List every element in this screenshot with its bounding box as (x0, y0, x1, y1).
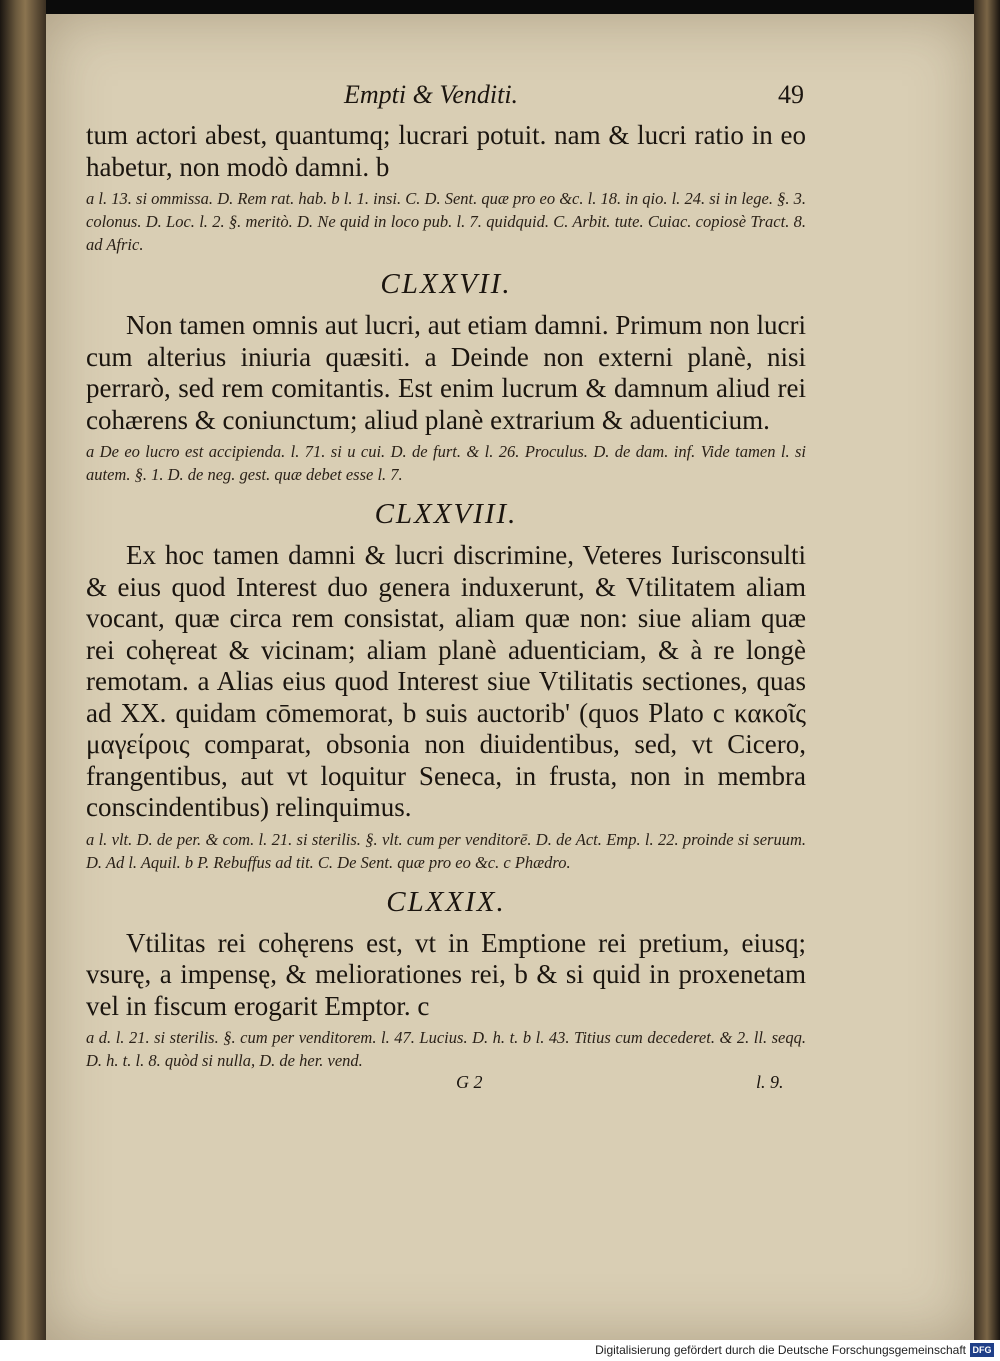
book-left-edge (0, 0, 46, 1340)
footnote-block: a l. vlt. D. de per. & com. l. 21. si sterilis. §. vlt. cum per venditorē. D. de Act. Emp. l. 22. proinde si seruum. D. Ad l. Aquil. b P. Rebuffus ad tit. C. De Sent. quæ pro eo &c. c Phædro. (86, 829, 806, 872)
digitization-footer (0, 1340, 1000, 1361)
catchword: l. 9. (756, 1072, 784, 1092)
footnote-block: a l. 13. si ommissa. D. Rem rat. hab. b l. 1. insi. C. D. Sent. quæ pro eo &c. l. 18. in qio. l. 24. si in lege. §. 3. colonus. D. Loc. l. 2. §. meritò. D. Ne quid in loco pub. l. 7. quidquid. C. Arbit. tute. Cuiac. copiosè Tract. 8. ad Afric. (86, 189, 806, 254)
signature-mark: G 2 (456, 1072, 483, 1092)
paragraph-continuation: tum actori abest, quantumq; lucrari potuit. nam & lucri ratio in eo habetur, non modò damni. b (86, 120, 806, 182)
section-heading-178: CLXXVIII. (374, 498, 518, 530)
paragraph-177: Non tamen omnis aut lucri, aut etiam damni. Primum non lucri cum alterius iniuria quæsiti. a Deinde non externi planè, nisi perrarò, sed rem comitantis. Est enim lucrum & damnum aliud rei cohærens & coniunctum; aliud planè extrarium & aduenticium. (86, 310, 806, 435)
book-page (46, 14, 974, 1340)
page-number: 49 (778, 80, 804, 109)
dfg-logo-icon: DFG (970, 1343, 994, 1357)
footnote-block: a De eo lucro est accipienda. l. 71. si u cui. D. de furt. & l. 26. Proculus. D. de dam. inf. Vide tamen l. si autem. §. 1. D. de neg. gest. quæ debet esse l. 7. (86, 442, 806, 484)
section-heading-179: CLXXIX. (386, 885, 506, 918)
signature-line (86, 1072, 806, 1100)
book-right-edge (974, 0, 1000, 1340)
running-header (86, 80, 806, 120)
section-heading-177: CLXXVII. (380, 268, 512, 300)
page-text (86, 80, 806, 1100)
funding-credit: Digitalisierung gefördert durch die Deutsche Forschungsgemeinschaft (595, 1343, 966, 1357)
footnote-block: a d. l. 21. si sterilis. §. cum per venditorem. l. 47. Lucius. D. h. t. b l. 43. Titius cum decederet. & 2. ll. seqq. D. h. t. l. 8. quòd si nulla, D. de her. vend. (86, 1028, 806, 1070)
paragraph-178: Ex hoc tamen damni & lucri discrimine, Veteres Iurisconsulti & eius quod Interest duo genera induxerunt, & Vtilitatem aliam vocant, quæ circa rem consistat, aliam quæ non: siue aliam quæ rei cohęreat & vicinam; aliam planè aduenticiam, & à re longè remotam. a Alias eius quod Interest siue Vtilitatis sectiones, quas ad XX. quidam cōmemorat, b suis auctorib' (quos Plato c κακοῖς μαγείροις comparat, obsonia non diuidentibus, sed, vt Cicero, frangentibus, aut vt loquitur Seneca, in frusta, non in membra conscindentibus) relinquimus. (86, 540, 806, 822)
paragraph-179: Vtilitas rei cohęrens est, vt in Emptione rei pretium, eiusq; vsurę, a impensę, & meliorationes rei, b & si quid in proxenetam vel in fiscum erogarit Emptor. c (86, 927, 806, 1021)
running-title: Empti & Venditi. (344, 80, 519, 109)
